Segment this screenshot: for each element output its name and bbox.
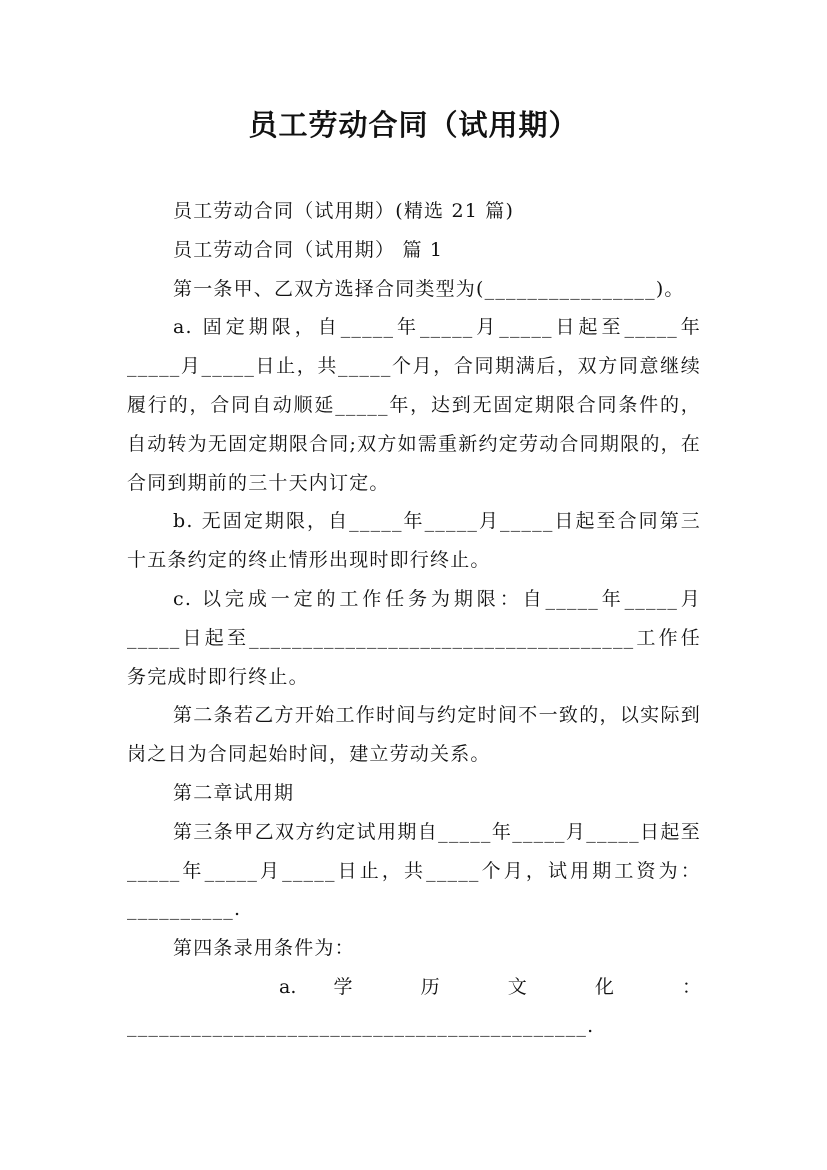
paragraph-article-2: 第二条若乙方开始工作时间与约定时间不一致的，以实际到岗之日为合同起始时间，建立劳动关系。 (127, 704, 701, 766)
paragraph-education-label: a. 学 历 文 化 ： (279, 975, 701, 998)
paragraph-section-heading: 员工劳动合同（试用期） 篇 1 (173, 238, 444, 261)
paragraph-option-a: a. 固定期限，自_____年_____月_____日起至_____年_____月_____日止，共_____个月，合同期满后，双方同意继续履行的，合同自动顺延_____年，达到无固定期限合同条件的，自动转为无固定期限合同;双方如需重新约定劳动合同期限的，在合同到期前的三十天内订定。 (127, 316, 701, 494)
paragraph-article-3: 第三条甲乙双方约定试用期自_____年_____月_____日起至_____年_____月_____日止，共_____个月，试用期工资为：__________. (127, 820, 701, 921)
paragraph-chapter-2-heading: 第二章试用期 (173, 781, 295, 804)
paragraph-option-c: c. 以完成一定的工作任务为期限：自_____年_____月_____日起至____________________________________工作任务完成时即行终止。 (127, 587, 701, 688)
paragraph-collection-title: 员工劳动合同（试用期）(精选 21 篇) (173, 200, 515, 222)
document-body (127, 192, 701, 1046)
paragraph-education-blank: ___________________________________________. (127, 1014, 595, 1037)
document-title: 员工劳动合同（试用期） (248, 108, 579, 142)
paragraph-article-1: 第一条甲、乙双方选择合同类型为(________________)。 (173, 277, 685, 300)
paragraph-article-4: 第四条录用条件为： (173, 937, 355, 960)
paragraph-option-b: b. 无固定期限，自_____年_____月_____日起至合同第三十五条约定的终止情形出现时即行终止。 (127, 510, 701, 572)
